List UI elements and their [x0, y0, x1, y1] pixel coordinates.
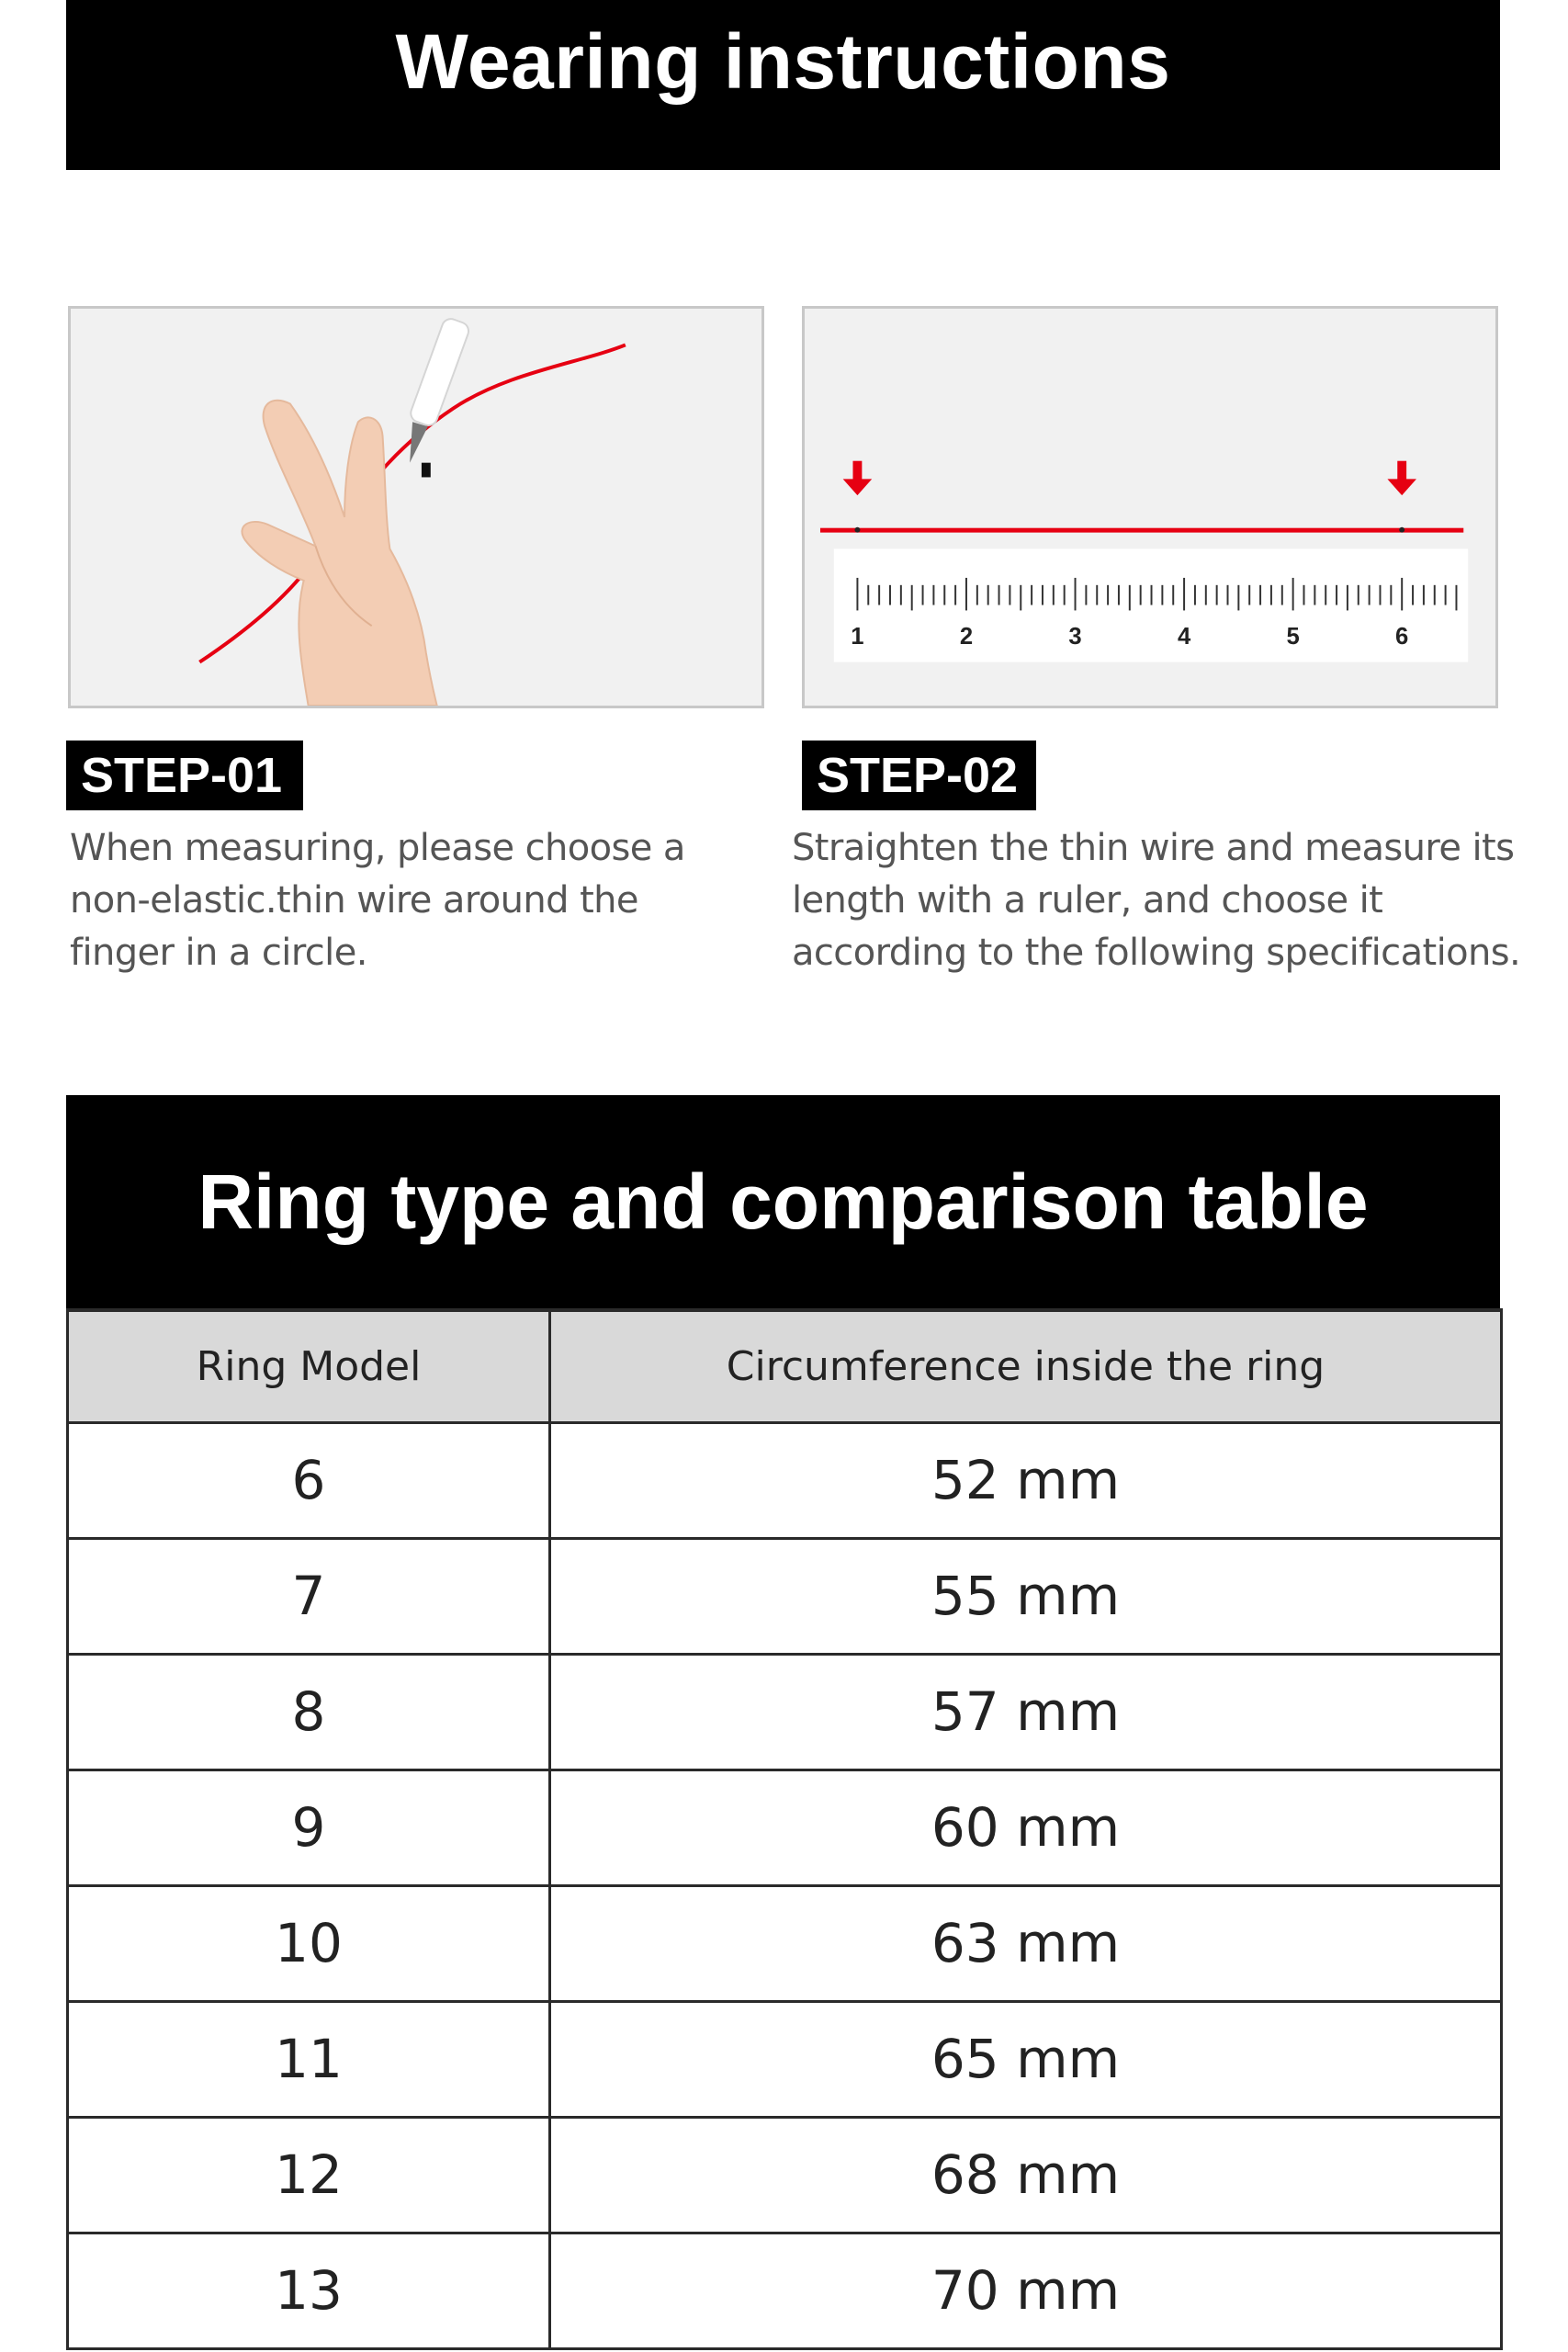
ring-model-cell: 9	[68, 1770, 550, 1885]
ruler-label: 2	[959, 623, 974, 650]
column-header-ring-model: Ring Model	[68, 1310, 550, 1422]
table-row	[68, 1770, 1502, 1885]
step-01-description: When measuring, please choose a non-elastic.thin wire around the finger in a circle.	[70, 827, 685, 974]
table-row	[68, 2001, 1502, 2117]
step-02-illustration	[802, 306, 1498, 708]
circumference-cell: 57 mm	[550, 1654, 1502, 1770]
circumference-cell: 55 mm	[550, 1538, 1502, 1654]
table-row	[68, 1538, 1502, 1654]
table-title: Ring type and comparison table	[66, 1095, 1500, 1308]
page-title: Wearing instructions	[66, 0, 1500, 170]
ring-model-cell: 7	[68, 1538, 550, 1654]
ruler-icon	[805, 309, 1495, 706]
table-row	[68, 1885, 1502, 2001]
ruler-label: 6	[1395, 623, 1409, 650]
step-01-badge: STEP-01	[66, 741, 303, 810]
ring-model-cell: 11	[68, 2001, 550, 2117]
table-row	[68, 2233, 1502, 2348]
table-row	[68, 2117, 1502, 2233]
ruler-label: 1	[851, 623, 864, 650]
step-01-illustration	[68, 306, 764, 708]
ring-model-cell: 13	[68, 2233, 550, 2348]
circumference-cell: 63 mm	[550, 1885, 1502, 2001]
ring-model-cell: 10	[68, 1885, 550, 2001]
ruler-label: 3	[1068, 623, 1082, 650]
ring-model-cell: 12	[68, 2117, 550, 2233]
ring-size-table	[66, 1308, 1503, 2350]
circumference-cell: 65 mm	[550, 2001, 1502, 2117]
circumference-cell: 68 mm	[550, 2117, 1502, 2233]
circumference-cell: 70 mm	[550, 2233, 1502, 2348]
ring-model-cell: 6	[68, 1422, 550, 1538]
ruler-label: 5	[1286, 623, 1300, 650]
step-02-description: Straighten the thin wire and measure its length with a ruler, and choose it according to the following specifications.	[792, 827, 1521, 974]
hand-measuring-icon	[71, 309, 761, 706]
ruler-label: 4	[1177, 623, 1191, 650]
ring-model-cell: 8	[68, 1654, 550, 1770]
step-02-badge: STEP-02	[802, 741, 1036, 810]
table-header-row	[68, 1310, 1502, 1422]
table-row	[68, 1654, 1502, 1770]
circumference-cell: 52 mm	[550, 1422, 1502, 1538]
column-header-circumference: Circumference inside the ring	[550, 1310, 1502, 1422]
table-row	[68, 1422, 1502, 1538]
circumference-cell: 60 mm	[550, 1770, 1502, 1885]
